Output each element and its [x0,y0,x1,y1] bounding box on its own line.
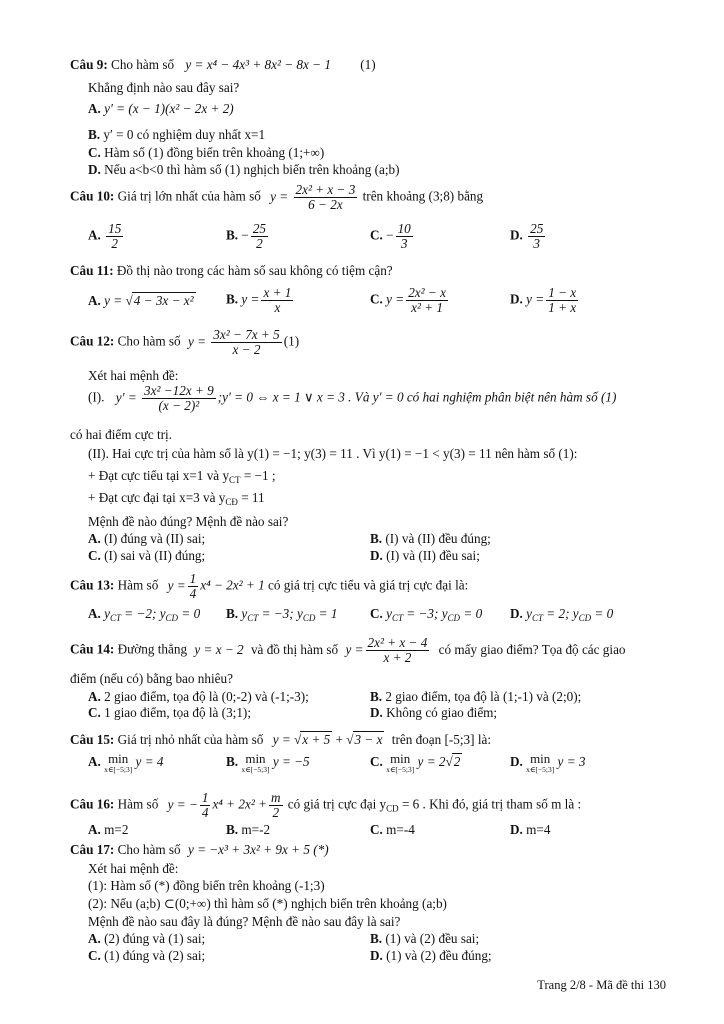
q12-bullet-2: + Đạt cực đại tại x=3 và $y_{CĐ} = 11$ [88,490,265,507]
q11-option-c[interactable]: C. y = $\frac{\text{2x² − x}}{\text{x² + 1}}$ [370,285,446,315]
q11-option-b[interactable]: B. y = $\frac{x + 1}{x}$ [226,285,292,315]
q16-option-d[interactable]: D. m=4 [510,822,551,837]
q10-tail: trên khoảng (3;8) bằng [362,188,484,204]
q17-option-d[interactable]: D. (1) và (2) đều đúng; [370,948,492,963]
q14-wrap: điểm (nếu có) bằng bao nhiêu? [70,671,233,686]
q15-header: Câu 15: Giá trị nhỏ nhất của hàm số y = √x + 5 + √3 − x trên đoạn [-5;3] là: [70,732,492,747]
q12-ask: Mệnh đề nào đúng? Mệnh đề nào sai? [88,514,289,529]
q12-option-a[interactable]: A. (I) đúng và (II) sai; [88,531,206,546]
q13-header: Câu 13: Hàm số y = $\frac{1}{4}$ x⁴ − 2x² + 1 có giá trị cực tiểu và giá trị cực đại là: [70,571,469,601]
q15-option-c[interactable]: C. min x∈[−5;3] y = 2√2 [370,751,461,774]
q14-header: Câu 14: Đường thẳng y = x − 2 và đồ thị hàm số y = $\frac{\text{2x² + x − 4}}{x + 2}$ có mấy giao điểm? Tọa độ các giao [70,635,626,665]
q12-header: Câu 12: Cho hàm số y = $\frac{\text{3x² − 7x + 5}}{x - 2}$ (1) [70,327,300,357]
q9-option-b[interactable]: B. y′ = 0 có nghiệm duy nhất x=1 [88,127,266,142]
q17-option-c[interactable]: C. (1) đúng và (2) sai; [88,948,206,963]
q17-option-b[interactable]: B. (1) và (2) đều sai; [370,931,480,946]
q17-statement-1: (1): Hàm số (*) đồng biến trên khoảng (-1;3) [88,878,325,893]
q12-bullet-1: + Đạt cực tiểu tại x=1 và $y_{CT} = -1$ ; [88,468,276,485]
q9-header [70,57,376,73]
q13-option-d[interactable]: D. $y_{CT} = 2$; $y_{CD} = 0$ [510,606,614,623]
q14-option-c[interactable]: C. 1 giao điểm, tọa độ là (3;1); [88,705,251,720]
q14-option-d[interactable]: D. Không có giao điểm; [370,705,498,720]
q17-option-a[interactable]: A. (2) đúng và (1) sai; [88,931,206,946]
q9-function: y = x⁴ − 4x³ + 8x² − 8x − 1 [185,57,331,72]
q10-header: Câu 10: Giá trị lớn nhất của hàm số y = $\frac{\text{2x² + x − 3}}{6 - 2x}$ trên khoảng (3;8) bằng [70,182,484,212]
q16-option-b[interactable]: B. m=-2 [226,822,271,837]
q12-statement-2: (II). Hai cực trị của hàm số là y(1) = −1; y(3) = 11 . Vì y(1) = −1 < y(3) = 11 nên hàm số (1): [88,446,578,461]
q15-options [88,752,688,778]
q12-option-c[interactable]: C. (I) sai và (II) đúng; [88,548,206,563]
q14-option-b[interactable]: B. 2 giao điểm, tọa độ là (1;-1) và (2;0); [370,689,582,704]
q11-options [88,286,688,322]
q9-label: Câu 9: [70,57,108,72]
q9-option-d[interactable]: D. Nếu a<b<0 thì hàm số (1) nghịch biến trên khoảng (a;b) [88,162,400,177]
q14-option-a[interactable]: A. 2 giao điểm, tọa độ là (0;-2) và (-1;-3); [88,689,309,704]
q9-tag: (1) [360,57,376,72]
q10-label: Câu 10: [70,188,115,204]
q11-option-a[interactable]: A. y = √4 − 3x − x² [88,293,194,308]
q13-option-b[interactable]: B. $y_{CT} = -3$; $y_{CD} = 1$ [226,606,338,623]
q12-option-b[interactable]: B. (I) và (II) đều đúng; [370,531,491,546]
q11-option-d[interactable]: D. y = $\frac{1 - x}{1 + x}$ [510,285,577,315]
q10-stem: Giá trị lớn nhất của hàm số [117,188,261,204]
q10-options [88,222,688,258]
q12-statement-1-wrap: có hai điểm cực trị. [70,427,172,442]
q15-option-b[interactable]: B. min x∈[−5;3] y = −5 [226,751,310,774]
q17-header: Câu 17: Cho hàm số y = −x³ + 3x² + 9x + 5 (*) [70,842,329,857]
q10-fraction: $\frac{\text{2x² + x − 3}}{6 - 2x}$ [295,182,356,212]
q13-option-c[interactable]: C. $y_{CT} = -3$; $y_{CD} = 0$ [370,606,483,623]
q9-prompt: Khẳng định nào sau đây sai? [88,80,240,95]
q13-option-a[interactable]: A. $y_{CT} = -2$; $y_{CD} = 0$ [88,606,201,623]
q17-statement-2: (2): Nếu (a;b) ⊂(0;+∞) thì hàm số (*) nghịch biến trên khoảng (a;b) [88,896,447,911]
q17-ask: Mệnh đề nào sau đây là đúng? Mệnh đề nào sau đây là sai? [88,914,401,929]
q10-option-a[interactable]: A. $\frac{15}{2}$ [88,221,122,251]
q17-options [88,931,688,965]
q10-option-d[interactable]: D. $\frac{25}{3}$ [510,221,544,251]
q9-option-a[interactable]: A. y′ = (x − 1)(x² − 2x + 2) [88,101,234,116]
q12-statement-1: (I). y′ = $\frac{\text{3x² −12x + 9}}{\text{(x − 2)²}}$ ;y′ = 0 ⇔ x = 1 ∨ x = 3 . Và y′ = 0 có hai nghiệm phân biệt nên hàm số (1) [88,383,617,413]
q9-option-c[interactable]: C. Hàm số (1) đồng biến trên khoảng (1;+∞) [88,145,325,160]
q12-consider: Xét hai mệnh đề: [88,368,179,383]
q12-fraction: $\frac{\text{3x² − 7x + 5}}{x - 2}$ [213,327,280,357]
q15-option-d[interactable]: D. min x∈[−5;3] y = 3 [510,751,586,774]
page-footer: Trang 2/8 - Mã đề thi 130 [537,978,666,992]
q17-consider: Xét hai mệnh đề: [88,861,179,876]
q10-option-c[interactable]: C. − $\frac{10}{3}$ [370,221,411,251]
q16-option-a[interactable]: A. m=2 [88,822,129,837]
q10-option-b[interactable]: B. − $\frac{25}{2}$ [226,221,267,251]
q16-option-c[interactable]: C. m=-4 [370,822,415,837]
q12-options [88,531,688,565]
q16-header: Câu 16: Hàm số y = − $\frac{1}{4}$ x⁴ + 2x² + $\frac{m}{2}$ có giá trị cực đại $y_{CD} = 6$ . Khi đó, giá trị tham số m là : [70,790,582,820]
q15-option-a[interactable]: A. min x∈[−5;3] y = 4 [88,751,164,774]
q13-options [88,606,688,626]
q9-stem: Cho hàm số [111,57,175,72]
q11-header: Câu 11: Đồ thị nào trong các hàm số sau không có tiệm cận? [70,263,393,278]
q16-options [88,822,688,840]
q14-options [88,689,688,723]
q12-option-d[interactable]: D. (I) và (II) đều sai; [370,548,480,563]
